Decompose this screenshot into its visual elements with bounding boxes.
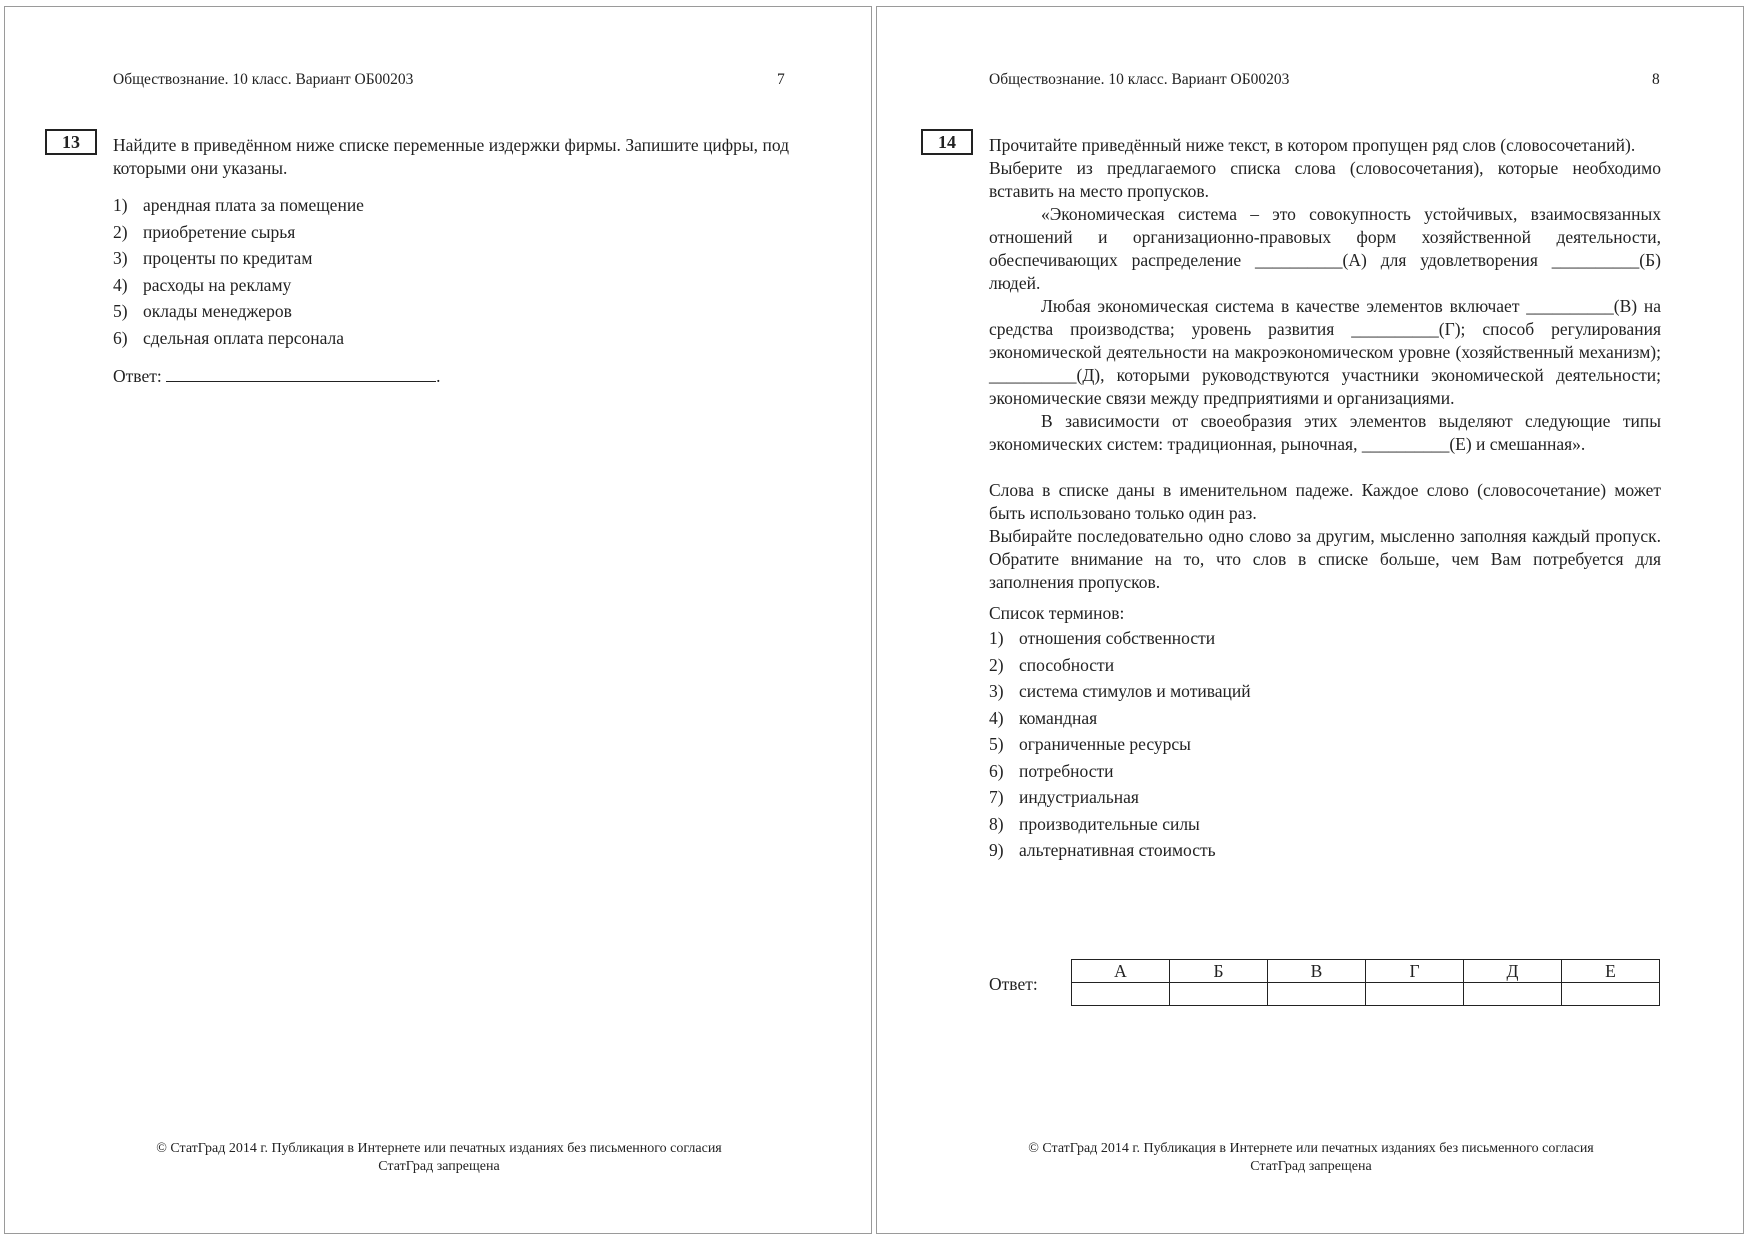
text-paragraph: Любая экономическая система в качестве элементов включает __________(В) на средства производства; уровень развития __________(Г); способ регулирования экономической деятельности на макроэкономическом уровне (хозяйственный механизм); __________(Д), которыми руководствуются участники экономической деятельности; экономические связи между предприятиями и организациями. <box>989 296 1661 408</box>
question-text: Найдите в приведённом ниже списке переменные издержки фирмы. Запишите цифры, под которыми они указаны. <box>113 135 789 178</box>
terms-list <box>989 625 1661 864</box>
item-number: 5) <box>989 734 1004 754</box>
answer-blank-line[interactable] <box>166 365 436 382</box>
item-number: 5) <box>113 301 128 321</box>
answer-column-header: Б <box>1170 960 1268 983</box>
page-number: 8 <box>1652 71 1660 88</box>
item-text: сдельная оплата персонала <box>143 327 345 348</box>
list-item <box>989 837 1661 864</box>
list-item <box>113 298 789 325</box>
item-number: 4) <box>113 274 128 295</box>
list-item <box>989 625 1661 652</box>
note-paragraph: Слова в списке даны в именительном падеже. Каждое слово (словосочетание) может быть использовано только один раз. <box>989 480 1661 523</box>
note-paragraph: Выбирайте последовательно одно слово за другим, мысленно заполняя каждый пропуск. Обратите внимание на то, что слов в списке больше, чем Вам потребуется для заполнения пропусков. <box>989 526 1661 592</box>
list-item <box>989 652 1661 679</box>
answer-cell[interactable] <box>1072 983 1170 1006</box>
answer-header-row <box>1072 960 1660 983</box>
text-paragraph: В зависимости от своеобразия этих элементов выделяют следующие типы экономических систем: традиционная, рыночная, __________(Е) и смешанная». <box>989 411 1661 454</box>
item-text: альтернативная стоимость <box>1019 840 1216 860</box>
item-number: 4) <box>989 707 1004 728</box>
item-text: система стимулов и мотиваций <box>1019 681 1251 701</box>
right-page <box>876 6 1744 1234</box>
page-header: Обществознание. 10 класс. Вариант ОБ00203 <box>113 71 414 88</box>
answer-column-header: В <box>1268 960 1366 983</box>
answer-table <box>1071 959 1660 1006</box>
list-item <box>113 272 789 299</box>
question-14-body <box>989 134 1661 864</box>
answer-column-header: Е <box>1562 960 1660 983</box>
footer-line-1: © СтатГрад 2014 г. Публикация в Интернете или печатных изданиях без письменного согласия <box>1028 1141 1594 1156</box>
answer-cell[interactable] <box>1562 983 1660 1006</box>
answer-label: Ответ: <box>989 974 1038 994</box>
item-text: ограниченные ресурсы <box>1019 734 1191 754</box>
item-number: 7) <box>989 787 1004 807</box>
list-item <box>989 705 1661 732</box>
item-number: 6) <box>989 760 1004 781</box>
item-number: 8) <box>989 813 1004 834</box>
item-text: проценты по кредитам <box>143 248 313 268</box>
intro-paragraph: Выберите из предлагаемого списка слова (словосочетания), которые необходимо вставить на место пропусков. <box>989 158 1661 201</box>
answer-input-row <box>1072 983 1660 1006</box>
text-paragraph: «Экономическая система – это совокупность устойчивых, взаимосвязанных отношений и организационно-правовых форм хозяйственной деятельности, обеспечивающих распределение __________(А) для удовлетворения __________(Б) людей. <box>989 204 1661 293</box>
page-number: 7 <box>777 71 785 88</box>
item-number: 1) <box>113 195 128 215</box>
page-header: Обществознание. 10 класс. Вариант ОБ00203 <box>989 71 1290 88</box>
list-item <box>989 784 1661 811</box>
list-item <box>989 758 1661 785</box>
list-item <box>113 245 789 272</box>
left-page <box>4 6 872 1234</box>
footer-line-1: © СтатГрад 2014 г. Публикация в Интернете или печатных изданиях без письменного согласия <box>156 1141 722 1156</box>
options-list <box>113 192 789 351</box>
item-text: арендная плата за помещение <box>143 195 364 215</box>
item-text: расходы на рекламу <box>143 274 292 295</box>
item-text: командная <box>1019 707 1098 728</box>
answer-cell[interactable] <box>1464 983 1562 1006</box>
footer-line-2: СтатГрад запрещена <box>1250 1159 1372 1174</box>
list-item <box>989 811 1661 838</box>
intro-paragraph: Прочитайте приведённый ниже текст, в котором пропущен ряд слов (словосочетаний). <box>989 135 1636 155</box>
answer-cell[interactable] <box>1170 983 1268 1006</box>
footer-line-2: СтатГрад запрещена <box>378 1159 500 1174</box>
item-number: 3) <box>113 248 128 268</box>
list-item <box>113 325 789 352</box>
answer-label: Ответ: <box>113 366 162 386</box>
item-text: производительные силы <box>1019 813 1200 834</box>
list-item <box>989 678 1661 705</box>
list-item <box>113 192 789 219</box>
terms-list-title: Список терминов: <box>989 603 1125 623</box>
item-number: 9) <box>989 840 1004 860</box>
answer-period: . <box>436 366 441 386</box>
list-item <box>113 219 789 246</box>
item-text: приобретение сырья <box>143 221 296 242</box>
list-item <box>989 731 1661 758</box>
item-text: потребности <box>1019 760 1114 781</box>
item-number: 2) <box>113 221 128 242</box>
question-number-box: 14 <box>921 129 973 155</box>
item-number: 1) <box>989 628 1004 648</box>
item-text: индустриальная <box>1019 787 1139 807</box>
answer-column-header: Г <box>1366 960 1464 983</box>
answer-column-header: Д <box>1464 960 1562 983</box>
page-footer <box>5 1140 873 1176</box>
item-text: отношения собственности <box>1019 628 1216 648</box>
item-text: оклады менеджеров <box>143 301 292 321</box>
page-footer <box>877 1140 1745 1176</box>
item-text: способности <box>1019 654 1115 675</box>
answer-row <box>113 365 789 388</box>
item-number: 3) <box>989 681 1004 701</box>
question-number-box: 13 <box>45 129 97 155</box>
answer-cell[interactable] <box>1268 983 1366 1006</box>
answer-cell[interactable] <box>1366 983 1464 1006</box>
question-13-body <box>113 134 789 388</box>
answer-column-header: А <box>1072 960 1170 983</box>
item-number: 2) <box>989 654 1004 675</box>
item-number: 6) <box>113 327 128 348</box>
